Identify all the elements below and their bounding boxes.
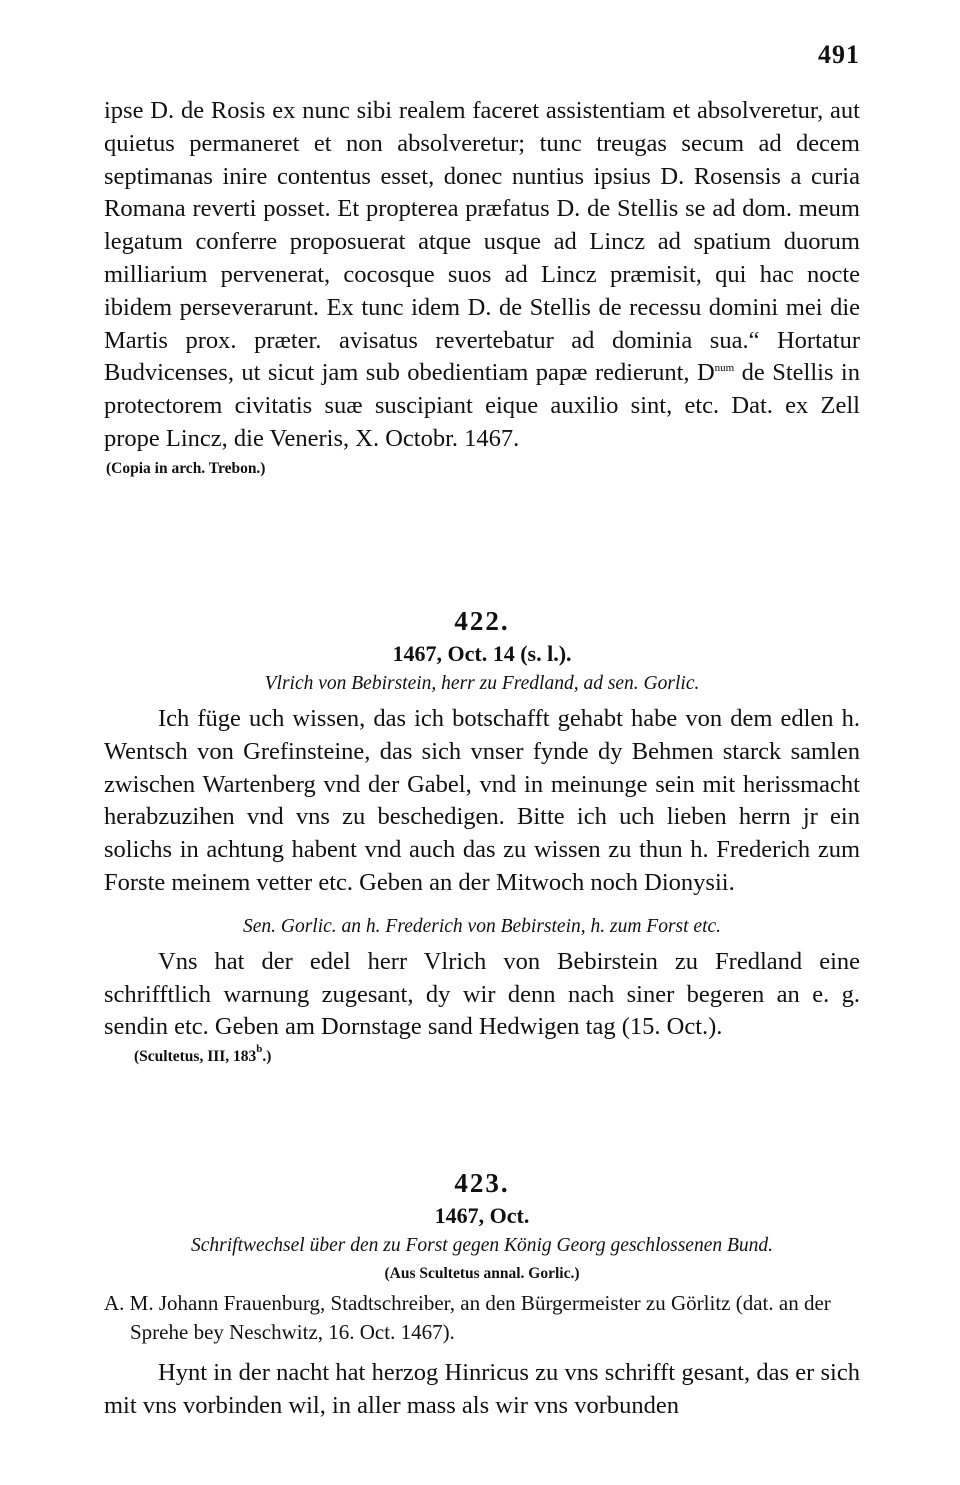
document-body-423: Hynt in der nacht hat herzog Hinricus zu vns schrifft gesant, das er sich mit vns vorbinden wil, in aller mass als wir vns vorbunden [104, 1359, 860, 1419]
document-422-section [104, 606, 860, 1066]
document-date-422: 1467, Oct. 14 (s. l.). [392, 641, 572, 666]
continuation-text-a: ipse D. de Rosis ex nunc sibi realem faceret assistentiam et absolveretur, aut quietus permaneret et non absolveretur; tunc treugas secum ad decem septimanas inire contentus esset, donec nuntius ipsius D. Rosensis a curia Romana reverti posset. Et propterea præfatus D. de Stellis se ad dom. meum legatum conferre proposuerat atque usque ad Lincz ad spatium duorum milliarium pervenerat, cocosque suos ad Lincz præmisit, qui hac nocte ibidem perseverarunt. Ex tunc idem D. de Stellis de recessu domini mei die Martis prox. præter. avisatus revertebatur ad dominia sua.“ Hortatur Budvicenses, ut sicut jam sub obedientiam papæ redierunt, D [104, 97, 860, 387]
continuation-paragraph [104, 95, 860, 456]
source-note-423: (Aus Scultetus annal. Gorlic.) [384, 1265, 580, 1282]
document-423-section [104, 1168, 860, 1423]
document-body-422: Ich füge uch wissen, das ich botschafft gehabt habe von dem edlen h. Wentsch von Grefinsteine, das sich vnser fynde dy Behmen starck samlen zwischen Wartenberg vnd der Gabel, vnd in meinunge sein mit herissmacht herabzuzihen vnd vns zu beschedigen. Bitte ich uch lieben herrn jr ein solichs in achtung habent vnd auch das zu wissen zu thun h. Frederich zum Forste meinem vetter etc. Geben an der Mitwoch noch Dionysii. [104, 705, 860, 896]
document-date-423: 1467, Oct. [434, 1203, 530, 1228]
document-title-422: Vlrich von Bebirstein, herr zu Fredland, ad sen. Gorlic. [264, 673, 700, 694]
continuation-superscript: num [714, 362, 735, 375]
source-note-422 [104, 1043, 860, 1066]
reply-body-422: Vns hat der edel herr Vlrich von Bebirstein zu Fredland eine schrifftlich warnung zugesant, dy wir denn nach siner begeren an e. g. sendin etc. Geben am Dornstage sand Hedwigen tag (15. Oct.). [104, 947, 860, 1041]
document-number-423: 423. [454, 1168, 510, 1198]
continuation-text-b: de Stellis in protectorem civitatis suæ suscipiant eique auxilio sint, etc. Dat. ex Zell prope Lincz, die Veneris, X. Octobr. 1467. [104, 359, 860, 452]
letter-heading-423: A. M. Johann Frauenburg, Stadtschreiber, an den Bürgermeister zu Görlitz (dat. an der Sprehe bey Neschwitz, 16. Oct. 1467). [104, 1291, 831, 1344]
continuation-section [104, 95, 860, 478]
source-note-422-superscript: b [256, 1043, 263, 1056]
page-number: 491 [818, 40, 860, 69]
document-number-422: 422. [454, 606, 510, 636]
document-title-423: Schriftwechsel über den zu Forst gegen König Georg geschlossenen Bund. [190, 1235, 774, 1256]
source-note-422-text-a: (Scultetus, III, 183 [134, 1048, 257, 1066]
source-note-422-text-b: .) [262, 1048, 272, 1066]
reply-heading-422: Sen. Gorlic. an h. Frederich von Bebirstein, h. zum Forst etc. [242, 915, 722, 937]
continuation-source-note: (Copia in arch. Trebon.) [106, 459, 266, 477]
